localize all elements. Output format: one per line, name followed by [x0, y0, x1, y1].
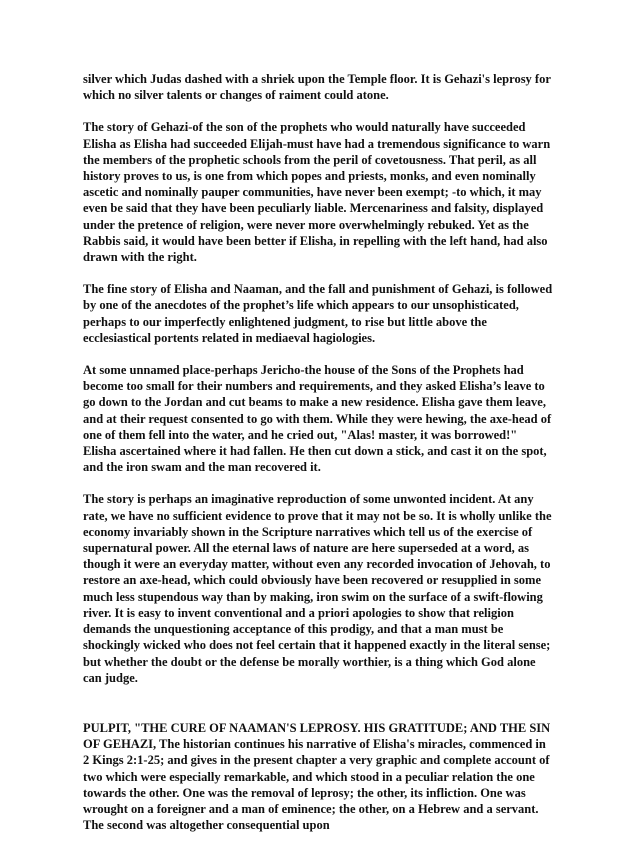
paragraph-3: The fine story of Elisha and Naaman, and the fall and punishment of Gehazi, is followed by one of the anecdotes of the prophet’s life which appears to our unsophisticated, perhaps to our imperfectly enlightened judgment, to rise but little above the ecclesiastical portents related in mediaeval hagiologies. [83, 282, 553, 345]
paragraph-2: The story of Gehazi-of the son of the prophets who would naturally have succeeded Elisha as Elisha had succeeded Elijah-must have had a tremendous significance to warn the members of the prophetic schools from the peril of covetousness. That peril, as all history proves to us, is one from which popes and priests, monks, and even nominally ascetic and nominally pauper communities, have never been exempt; -to which, it may even be said that they have been peculiarly liable. Mercenariness and falsity, displayed under the pretence of religion, were never more overwhelmingly rebuked. Yet as the Rabbis said, it would have been better if Elisha, in repelling with the left hand, had also drawn with the right. [83, 120, 551, 265]
document-page [83, 71, 553, 849]
paragraph-1: silver which Judas dashed with a shriek upon the Temple floor. It is Gehazi's leprosy for which no silver talents or changes of raiment could atone. [83, 72, 551, 103]
paragraph-4: At some unnamed place-perhaps Jericho-the house of the Sons of the Prophets had become too small for their numbers and requirements, and they asked Elisha’s leave to go down to the Jordan and cut beams to make a new residence. Elisha gave them leave, and at their request consented to go with them. While they were hewing, the axe-head of one of them fell into the water, and he cried out, "Alas! master, it was borrowed!" Elisha ascertained where it had fallen. He then cut down a stick, and cast it on the spot, and the iron swam and the man recovered it. [83, 363, 552, 475]
paragraph-5: The story is perhaps an imaginative reproduction of some unwonted incident. At any rate, we have no sufficient evidence to prove that it may not be so. It is wholly unlike the economy invariably shown in the Scripture narratives which tell us of the exercise of supernatural power. All the eternal laws of nature are here superseded at a word, as though it were an everyday matter, without even any recorded invocation of Jehovah, to restore an axe-head, which could obviously have been recovered or resupplied in some much less stupendous way than by making, iron swim on the surface of a swift-flowing river. It is easy to invent conventional and a priori apologies to show that religion demands the unquestioning acceptance of this prodigy, and that a man must be shockingly wicked who does not feel certain that it happened exactly in the literal sense; but whether the doubt or the defense be morally worthier, is a thing which God alone can judge. [83, 492, 552, 685]
paragraph-6: PULPIT, "THE CURE OF NAAMAN'S LEPROSY. HIS GRATITUDE; AND THE SIN OF GEHAZI, The historian continues his narrative of Elisha's miracles, commenced in 2 Kings 2:1-25; and gives in the present chapter a very graphic and complete account of two which were especially remarkable, and which stood in a peculiar relation the one towards the other. One was the removal of leprosy; the other, its infliction. One was wrought on a foreigner and a man of eminence; the other, on a Hebrew and a servant. The second was altogether consequential upon [83, 720, 551, 833]
